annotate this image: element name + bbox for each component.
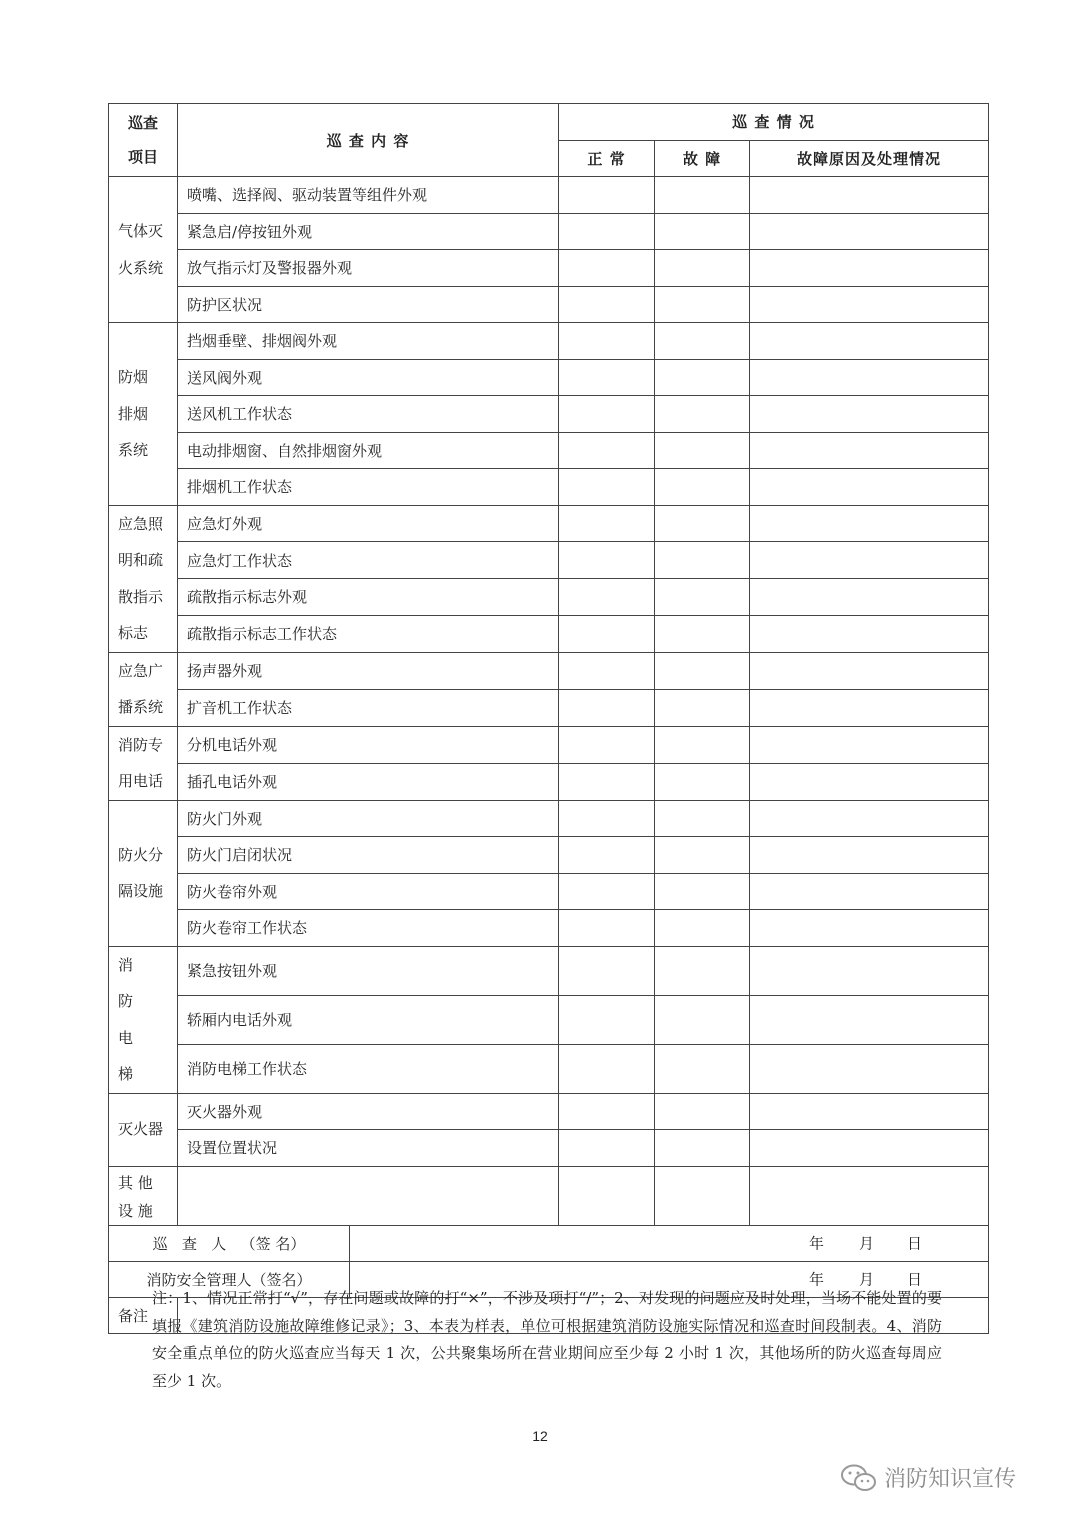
- normal-cell[interactable]: [559, 652, 655, 689]
- category-label-line: 其 他: [118, 1173, 153, 1192]
- normal-cell[interactable]: [559, 359, 655, 396]
- normal-cell[interactable]: [559, 250, 655, 287]
- normal-cell[interactable]: [559, 800, 655, 837]
- reason-cell[interactable]: [750, 689, 989, 726]
- category-label-line: 消防专: [118, 735, 164, 754]
- table-row: [109, 726, 989, 763]
- fault-cell[interactable]: [655, 1044, 750, 1093]
- normal-cell[interactable]: [559, 837, 655, 874]
- notes-text: 注：1、情况正常打“√”，存在问题或故障的打“×”，不涉及项打“/”；2、对发现的问题应及时处理，当场不能处置的要填报《建筑消防设施故障维修记录》；3、本表为样表，单位可根据建筑消防设施实际情况和巡查时间段制表。4、消防安全重点单位的防火巡查应当每天 1 次，公共聚集场所在营业期间应至少每 2 小时 1 次，其他场所的防火巡查每周应至少 1 次。: [152, 1289, 942, 1390]
- reason-cell[interactable]: [750, 837, 989, 874]
- fault-cell[interactable]: [655, 286, 750, 323]
- inspection-item: 应急灯外观: [178, 505, 559, 542]
- category-label-line: 火系统: [118, 258, 164, 277]
- category-header: [109, 104, 178, 177]
- table-row: [109, 469, 989, 506]
- inspection-item: 疏散指示标志工作状态: [178, 615, 559, 652]
- normal-cell[interactable]: [559, 396, 655, 433]
- reason-cell[interactable]: [750, 615, 989, 652]
- inspection-item: 疏散指示标志外观: [178, 579, 559, 616]
- category-cell: [109, 1093, 178, 1166]
- normal-cell[interactable]: [559, 946, 655, 995]
- normal-cell[interactable]: [559, 469, 655, 506]
- reason-cell[interactable]: [750, 542, 989, 579]
- category-label-line: 播系统: [118, 698, 164, 716]
- normal-cell[interactable]: [559, 995, 655, 1044]
- reason-cell[interactable]: [750, 177, 989, 214]
- content-header: 巡 查 内 容: [178, 104, 559, 177]
- category-cell: [109, 1166, 178, 1225]
- fault-cell[interactable]: [655, 995, 750, 1044]
- normal-cell[interactable]: [559, 213, 655, 250]
- fault-cell[interactable]: [655, 946, 750, 995]
- table-row: [109, 763, 989, 800]
- inspector-signature-field[interactable]: [350, 1225, 989, 1261]
- normal-cell[interactable]: [559, 1044, 655, 1093]
- table-row: [109, 615, 989, 652]
- month-label: 月: [859, 1270, 875, 1289]
- category-cell: [109, 800, 178, 946]
- table-row: [109, 505, 989, 542]
- fault-cell[interactable]: [655, 250, 750, 287]
- reason-cell[interactable]: [750, 286, 989, 323]
- fault-cell[interactable]: [655, 505, 750, 542]
- category-label-line: 标志: [118, 624, 149, 642]
- reason-cell[interactable]: [750, 469, 989, 506]
- inspection-table: [108, 103, 989, 1226]
- category-cell: [109, 177, 178, 323]
- table-row: [109, 837, 989, 874]
- normal-cell[interactable]: [559, 910, 655, 947]
- normal-cell[interactable]: [559, 615, 655, 652]
- reason-cell[interactable]: [750, 432, 989, 469]
- table-row: [109, 177, 989, 214]
- category-cell: [109, 726, 178, 800]
- fault-cell[interactable]: [655, 1130, 750, 1167]
- signature-row: [109, 1225, 989, 1261]
- reason-cell[interactable]: [750, 873, 989, 910]
- table-row: [109, 873, 989, 910]
- inspection-item: 防火卷帘工作状态: [178, 910, 559, 947]
- inspection-item: 分机电话外观: [178, 726, 559, 763]
- normal-cell[interactable]: [559, 689, 655, 726]
- category-label-line: 灭火器: [118, 1120, 164, 1139]
- table-row: [109, 995, 989, 1044]
- normal-cell[interactable]: [559, 873, 655, 910]
- inspection-item: 紧急启/停按钮外观: [178, 213, 559, 250]
- fault-header: 故 障: [655, 140, 750, 177]
- inspection-item: 扩音机工作状态: [178, 689, 559, 726]
- fault-cell[interactable]: [655, 177, 750, 214]
- table-row: [109, 542, 989, 579]
- category-label-line: 排烟: [118, 404, 149, 423]
- category-label-line: 系统: [118, 441, 149, 459]
- table-row: [109, 689, 989, 726]
- category-label-line: 设 施: [118, 1201, 153, 1220]
- category-label-line: 隔设施: [118, 882, 164, 900]
- category-label-line: 明和疏: [118, 551, 164, 569]
- header-row: [109, 104, 989, 141]
- reason-cell[interactable]: [750, 652, 989, 689]
- inspection-form: [108, 103, 988, 1334]
- table-row: [109, 910, 989, 947]
- fault-cell[interactable]: [655, 469, 750, 506]
- inspection-item: 设置位置状况: [178, 1130, 559, 1167]
- normal-header: 正 常: [559, 140, 655, 177]
- reason-cell[interactable]: [750, 946, 989, 995]
- category-label-line: 用电话: [118, 772, 164, 790]
- inspection-item: 送风阀外观: [178, 359, 559, 396]
- table-row: [109, 213, 989, 250]
- reason-cell[interactable]: [750, 250, 989, 287]
- category-cell: [109, 505, 178, 652]
- inspection-item: 防火门外观: [178, 800, 559, 837]
- wechat-icon: [840, 1463, 878, 1493]
- status-header: 巡 查 情 况: [559, 104, 989, 141]
- category-cell: [109, 946, 178, 1093]
- table-row: [109, 1044, 989, 1093]
- reason-cell[interactable]: [750, 995, 989, 1044]
- inspection-item: 紧急按钮外观: [178, 946, 559, 995]
- table-row: [109, 250, 989, 287]
- normal-cell[interactable]: [559, 763, 655, 800]
- reason-cell[interactable]: [750, 323, 989, 360]
- category-label-line: 应急照: [118, 514, 164, 533]
- fault-cell[interactable]: [655, 652, 750, 689]
- fault-cell[interactable]: [655, 1166, 750, 1225]
- reason-cell[interactable]: [750, 910, 989, 947]
- reason-cell[interactable]: [750, 359, 989, 396]
- category-label-line: 电梯: [118, 1028, 150, 1083]
- category-label-line: 气体灭: [118, 222, 164, 240]
- inspection-item: 消防电梯工作状态: [178, 1044, 559, 1093]
- table-row: [109, 286, 989, 323]
- table-row: [109, 323, 989, 360]
- remark-label: 备注: [109, 1297, 178, 1333]
- reason-header: 故障原因及处理情况: [750, 140, 989, 177]
- table-row: [109, 652, 989, 689]
- inspection-item: 送风机工作状态: [178, 396, 559, 433]
- reason-cell[interactable]: [750, 396, 989, 433]
- inspection-item: 应急灯工作状态: [178, 542, 559, 579]
- inspection-item: 电动排烟窗、自然排烟窗外观: [178, 432, 559, 469]
- normal-cell[interactable]: [559, 1166, 655, 1225]
- inspection-item: 防护区状况: [178, 286, 559, 323]
- category-header-line: 项目: [127, 148, 158, 166]
- table-row: [109, 1166, 989, 1225]
- fault-cell[interactable]: [655, 213, 750, 250]
- normal-cell[interactable]: [559, 579, 655, 616]
- inspector-label: 巡 查 人 （签 名）: [109, 1225, 350, 1261]
- reason-cell[interactable]: [750, 505, 989, 542]
- category-cell: [109, 652, 178, 726]
- year-label: 年: [809, 1234, 825, 1253]
- inspection-item: 扬声器外观: [178, 652, 559, 689]
- page-number: 12: [532, 1428, 548, 1444]
- normal-cell[interactable]: [559, 505, 655, 542]
- fault-cell[interactable]: [655, 800, 750, 837]
- reason-cell[interactable]: [750, 726, 989, 763]
- normal-cell[interactable]: [559, 1093, 655, 1130]
- year-label: 年: [809, 1270, 825, 1289]
- fault-cell[interactable]: [655, 542, 750, 579]
- fault-cell[interactable]: [655, 763, 750, 800]
- table-row: [109, 432, 989, 469]
- normal-cell[interactable]: [559, 726, 655, 763]
- normal-cell[interactable]: [559, 177, 655, 214]
- fault-cell[interactable]: [655, 615, 750, 652]
- watermark: [840, 1462, 1016, 1493]
- category-label-line: 防火分: [118, 845, 164, 864]
- normal-cell[interactable]: [559, 1130, 655, 1167]
- inspection-item: 挡烟垂壁、排烟阀外观: [178, 323, 559, 360]
- fault-cell[interactable]: [655, 359, 750, 396]
- fault-cell[interactable]: [655, 323, 750, 360]
- normal-cell[interactable]: [559, 323, 655, 360]
- table-row: [109, 1130, 989, 1167]
- category-cell: [109, 323, 178, 506]
- category-label-line: 防烟: [118, 368, 149, 386]
- day-label: 日: [907, 1234, 923, 1253]
- table-row: [109, 359, 989, 396]
- table-row: [109, 396, 989, 433]
- reason-cell[interactable]: [750, 579, 989, 616]
- fault-cell[interactable]: [655, 873, 750, 910]
- fault-cell[interactable]: [655, 910, 750, 947]
- inspection-item: 插孔电话外观: [178, 763, 559, 800]
- reason-cell[interactable]: [750, 1130, 989, 1167]
- table-row: [109, 1093, 989, 1130]
- table-row: [109, 946, 989, 995]
- inspection-item: 喷嘴、选择阀、驱动装置等组件外观: [178, 177, 559, 214]
- normal-cell[interactable]: [559, 432, 655, 469]
- inspection-item: 轿厢内电话外观: [178, 995, 559, 1044]
- table-row: [109, 579, 989, 616]
- reason-cell[interactable]: [750, 763, 989, 800]
- inspection-item: 灭火器外观: [178, 1093, 559, 1130]
- reason-cell[interactable]: [750, 1166, 989, 1225]
- reason-cell[interactable]: [750, 213, 989, 250]
- fault-cell[interactable]: [655, 726, 750, 763]
- inspection-item: 排烟机工作状态: [178, 469, 559, 506]
- inspection-item: 防火门启闭状况: [178, 837, 559, 874]
- reason-cell[interactable]: [750, 1093, 989, 1130]
- category-label-line: 应急广: [118, 661, 164, 680]
- month-label: 月: [859, 1234, 875, 1253]
- category-label-line: 散指示: [118, 587, 164, 606]
- normal-cell[interactable]: [559, 286, 655, 323]
- category-label-line: 消防: [118, 955, 150, 1010]
- manager-label: 消防安全管理人（签名）: [109, 1261, 350, 1297]
- reason-cell[interactable]: [750, 1044, 989, 1093]
- inspection-item: [178, 1166, 559, 1225]
- fault-cell[interactable]: [655, 396, 750, 433]
- fault-cell[interactable]: [655, 432, 750, 469]
- fault-cell[interactable]: [655, 689, 750, 726]
- fault-cell[interactable]: [655, 579, 750, 616]
- inspection-item: 防火卷帘外观: [178, 873, 559, 910]
- inspection-item: 放气指示灯及警报器外观: [178, 250, 559, 287]
- reason-cell[interactable]: [750, 800, 989, 837]
- fault-cell[interactable]: [655, 837, 750, 874]
- fault-cell[interactable]: [655, 1093, 750, 1130]
- day-label: 日: [907, 1270, 923, 1289]
- watermark-text: 消防知识宣传: [884, 1467, 1017, 1492]
- normal-cell[interactable]: [559, 542, 655, 579]
- table-row: [109, 800, 989, 837]
- category-header-line: 巡查: [127, 114, 158, 132]
